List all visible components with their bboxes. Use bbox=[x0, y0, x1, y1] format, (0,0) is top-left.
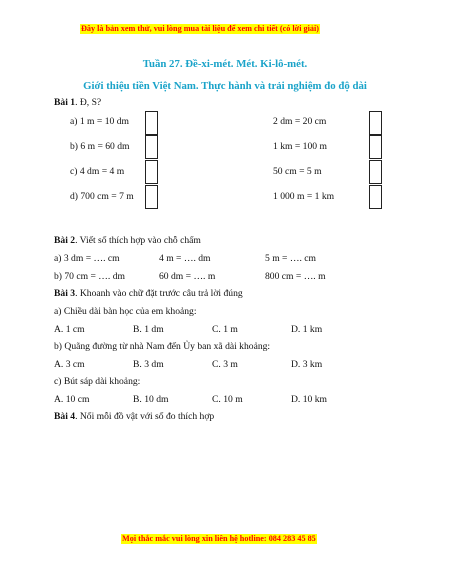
ex3-option[interactable]: A. 10 cm bbox=[54, 394, 90, 405]
ex1-right-item: 1 km = 100 m bbox=[273, 141, 327, 152]
ex3-option[interactable]: D. 3 km bbox=[291, 359, 323, 370]
answer-box[interactable] bbox=[145, 111, 158, 135]
answer-box[interactable] bbox=[369, 185, 382, 209]
ex3-question-b: b) Quãng đường từ nhà Nam đến Ủy ban xã dài khoảng: bbox=[54, 341, 271, 352]
ex3-question-a: a) Chiều dài bàn học của em khoảng: bbox=[54, 306, 197, 317]
ex2-item: 800 cm = …. m bbox=[265, 271, 326, 282]
ex2-item: 4 m = …. dm bbox=[159, 253, 211, 264]
exercise-4-heading bbox=[54, 411, 214, 422]
top-banner: Đây là bản xem thử, vui lòng mua tài liệu để xem chi tiết (có lời giải) bbox=[81, 24, 320, 33]
ex3-option[interactable]: A. 1 cm bbox=[54, 324, 85, 335]
page-subtitle: Giới thiệu tiền Việt Nam. Thực hành và trải nghiệm đo độ dài bbox=[83, 80, 367, 92]
ex3-option[interactable]: A. 3 cm bbox=[54, 359, 85, 370]
ex3-option[interactable]: D. 10 km bbox=[291, 394, 327, 405]
ex1-left-item: c) 4 dm = 4 m bbox=[70, 166, 125, 177]
ex1-left-item: d) 700 cm = 7 m bbox=[70, 191, 134, 202]
ex3-question-c: c) Bút sáp dài khoảng: bbox=[54, 376, 141, 387]
ex1-left-item: b) 6 m = 60 dm bbox=[70, 141, 130, 152]
ex3-option[interactable]: C. 1 m bbox=[212, 324, 238, 335]
exercise-4-label: Bài 4 bbox=[54, 411, 76, 422]
exercise-1-instruction: . Đ, S? bbox=[75, 97, 102, 108]
ex2-item: a) 3 dm = …. cm bbox=[54, 253, 120, 264]
answer-box[interactable] bbox=[145, 135, 158, 159]
answer-box[interactable] bbox=[369, 135, 382, 159]
ex3-option[interactable]: C. 3 m bbox=[212, 359, 238, 370]
ex2-item: 60 dm = …. m bbox=[159, 271, 216, 282]
answer-box[interactable] bbox=[145, 160, 158, 184]
exercise-3-label: Bài 3 bbox=[54, 288, 76, 299]
exercise-1-heading bbox=[54, 97, 101, 108]
ex1-left-item: a) 1 m = 10 dm bbox=[70, 116, 129, 127]
ex3-option[interactable]: B. 10 dm bbox=[133, 394, 169, 405]
ex3-option[interactable]: C. 10 m bbox=[212, 394, 243, 405]
answer-box[interactable] bbox=[369, 160, 382, 184]
exercise-2-label: Bài 2 bbox=[54, 235, 76, 246]
page-title: Tuần 27. Đề-xi-mét. Mét. Ki-lô-mét. bbox=[142, 58, 308, 70]
answer-box[interactable] bbox=[145, 185, 158, 209]
answer-box[interactable] bbox=[369, 111, 382, 135]
ex2-item: 5 m = …. cm bbox=[265, 253, 316, 264]
ex1-right-item: 1 000 m = 1 km bbox=[273, 191, 335, 202]
exercise-1-label: Bài 1 bbox=[54, 97, 76, 108]
exercise-3-instruction: . Khoanh vào chữ đặt trước câu trả lời đúng bbox=[75, 288, 243, 299]
exercise-4-instruction: . Nối mỗi đồ vật với số đo thích hợp bbox=[75, 411, 215, 422]
exercise-2-heading bbox=[54, 235, 201, 246]
ex3-option[interactable]: B. 3 dm bbox=[133, 359, 164, 370]
exercise-3-heading bbox=[54, 288, 243, 299]
ex3-option[interactable]: D. 1 km bbox=[291, 324, 323, 335]
exercise-2-instruction: . Viết số thích hợp vào chỗ chấm bbox=[75, 235, 201, 246]
bottom-banner: Mọi thắc mắc vui lòng xin liên hệ hotline: 084 283 45 85 bbox=[122, 534, 316, 543]
ex1-right-item: 2 dm = 20 cm bbox=[273, 116, 327, 127]
ex3-option[interactable]: B. 1 dm bbox=[133, 324, 164, 335]
ex2-item: b) 70 cm = …. dm bbox=[54, 271, 125, 282]
ex1-right-item: 50 cm = 5 m bbox=[273, 166, 322, 177]
